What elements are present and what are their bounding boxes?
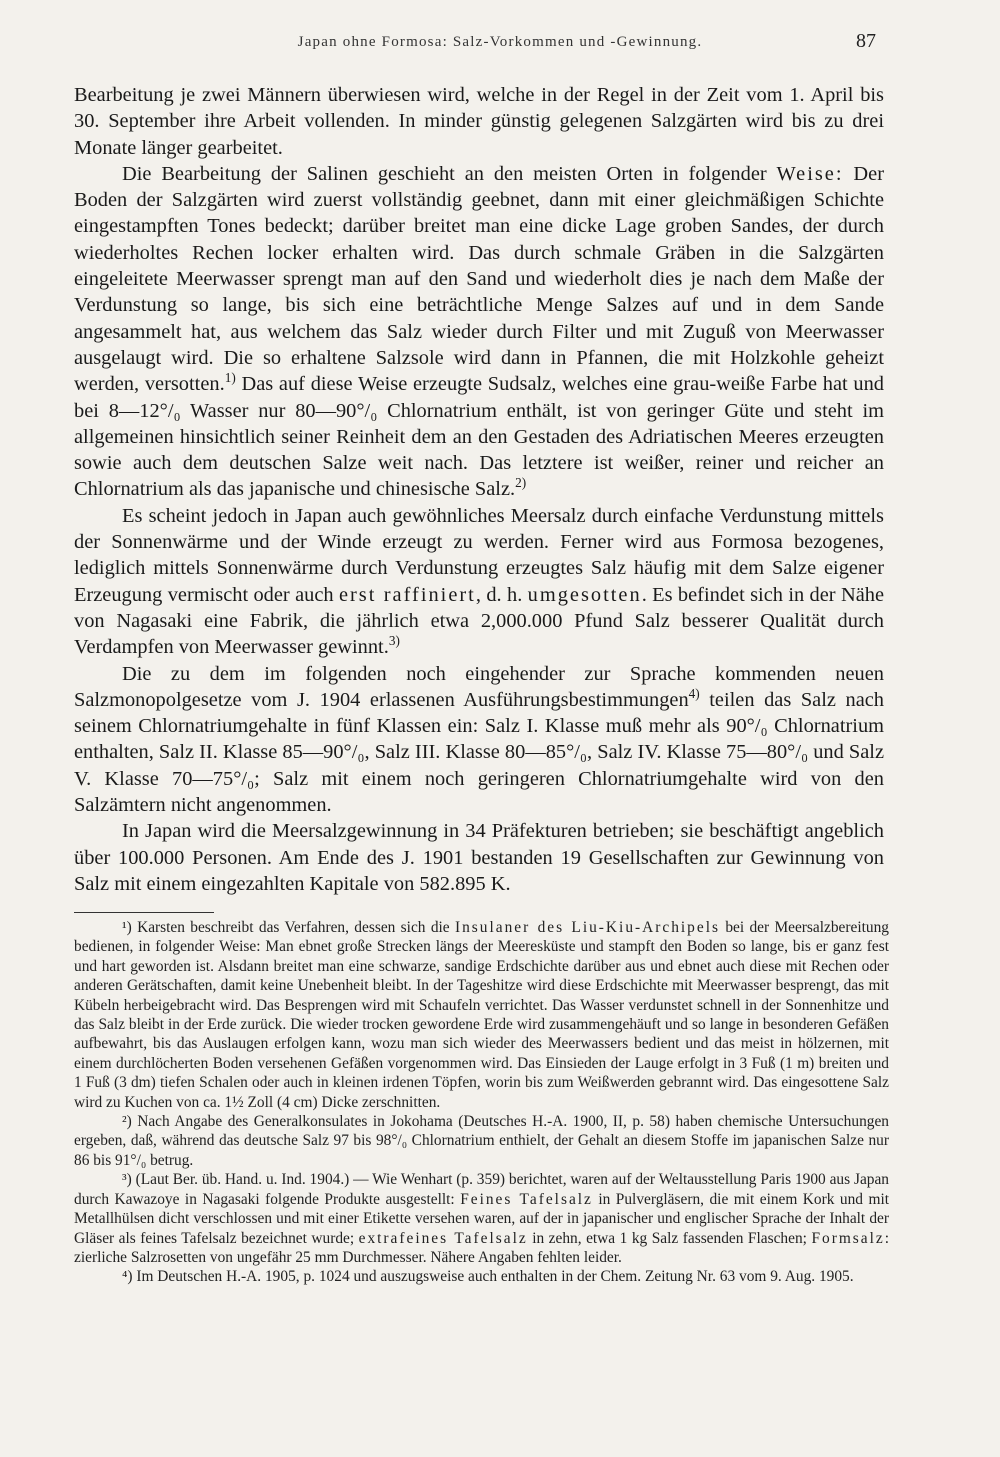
footnote-divider [74,912,214,913]
text-run: Es scheint jedoch in Japan auch gewöhnliches Meersalz durch einfache Verdunstung mittels der Sonnenwärme und der Winde erzeugt zu werden. Ferner wird aus Formosa bezogenes, lediglich mittels Sonnenwärme durch Verdunstung erzeugtes Salz häufig mit dem Salze eigener Erzeugung vermischt oder auch [74,504,884,606]
paragraph-klassen [74,661,884,819]
spaced-text: erst raffiniert [338,583,476,606]
text-run: ¹) Karsten beschreibt das Verfahren, dessen sich die [122,919,455,936]
footnote-ref-4: 4) [688,686,700,702]
footnotes [74,918,889,1287]
spaced-text: Insulaner des Liu-Kiu-Archipels [454,919,720,936]
text-run: in Pulvergläsern, die mit einem Kork und mit Metallhülsen dicht verschlossen und mit einer Etikette versehen waren, auf der in japanischer und englischer Sprache der Inhalt der Gläser als feines Tafelsalz bezeichnet wurde; [74,1190,889,1247]
footnote-2: ²) Nach Angabe des Generalkonsulates in Jokohama (Deutsches H.-A. 1900, II, p. 58) haben chemische Untersuchungen ergeben, daß, während das deutsche Salz 97 bis 98°/₀ Chlornatrium enthielt, der Gehalt an diesem Stoffe im japanischen Salze nur 86 bis 91°/₀ betrug. [74,1113,889,1169]
footnote-4: ⁴) Im Deutschen H.-A. 1905, p. 1024 und auszugsweise auch enthalten in der Chem. Zeitung Nr. 63 vom 9. Aug. 1905. [122,1268,854,1286]
paragraph-salinen [74,161,884,503]
page-number: 87 [856,30,876,52]
footnote-1 [74,918,889,1112]
text-run: bei der Meersalzbereitung bedienen, in folgender Weise: Man ebnet große Strecken längs der Meeresküste und stampft den Boden so lange, bis er ganz fest und hart geworden ist. Alsdann breitet man eine schwarze, sandige Erdschichte darüber aus und ebnet auch diese mit Rechen oder anderen Gerätschaften, damit keine Unebenheit bleibt. In der Tageshitze wird diese Erdschichte mit Meerwasser besprengt, das mit Kübeln herbeigebracht wird. Das Besprengen wird mit Schaufeln verrichtet. Das Wasser verdunstet schnell in der Sonnenhitze und das Salz bleibt in der Erde zurück. Die wieder trocken gewordene Erde wird zusammengehäuft und so lange in besonderen Gefäßen aufbewahrt, bis das Auslaugen erfolgen kann, wozu man sich wieder des Meerwassers bedient und das meist in hölzernen, mit einem durchlöcherten Boden versehenen Gefäßen vorgenommen wird. Das Einsieden der Lauge erfolgt in 3 Fuß (1 m) breiten und 1 Fuß (3 dm) tiefen Schalen oder auch in kleinen irdenen Töpfen, worin bis zum Weißwerden gebrannt wird. Das eingesottene Salz wird zu Kuchen von ca. 1½ Zoll (4 cm) Dicke zerschnitten. [74,919,889,1111]
text-run: , d. h. [475,583,528,606]
paragraph-continuation: Bearbeitung je zwei Männern überwiesen wird, welche in der Regel in der Zeit vom 1. April bis 30. September ihre Arbeit vollenden. In minder günstig gelegenen Salzgärten wird bis zu drei Monate länger gearbeitet. [74,84,884,159]
text-run: in zehn, etwa 1 kg Salz fassenden Flaschen; [527,1229,812,1247]
text-run: Die Bearbeitung der Salinen geschieht an den meisten Orten in folgender [122,162,777,185]
running-title: Japan ohne Formosa: Salz-Vorkommen und -Gewinnung. [297,34,703,50]
text-run: Das auf diese Weise erzeugte Sudsalz, welches eine grau-weiße Farbe hat und bei 8—12°/₀ Wasser nur 80—90°/₀ Chlornatrium enthält, ist von geringer Güte und steht im allgemeinen hinsichtlich seiner Reinheit dem an den Gestaden des Adriatischen Meeres erzeugten sowie auch dem deutschen Salze weit nach. Das letztere ist weißer, reiner und reicher an Chlornatrium als das japanische und chinesische Salz. [74,373,884,501]
footnote-ref-3: 3) [388,633,400,649]
text-run: teilen das Salz nach seinem Chlornatriumgehalte in fünf Klassen ein: Salz I. Klasse muß mehr als 90°/₀ Chlornatrium enthalten, Salz II. Klasse 85—90°/₀, Salz III. Klasse 80—85°/₀, Salz IV. Klasse 75—80°/₀ und Salz V. Klasse 70—75°/₀; Salz mit einem noch geringeren Chlornatriumgehalte wird von den Salzämtern nicht angenommen. [74,688,884,817]
text-run: : zierliche Salzrosetten von ungefähr 25 mm Durchmesser. Nähere Angaben fehlten leider. [74,1229,889,1266]
text-run: Die zu dem im folgenden noch eingehender zur Sprache kommenden neuen Salzmonopolgesetze vom J. 1904 erlassenen Ausführungsbestimmungen [74,662,884,711]
spaced-text: Weise: [776,162,844,185]
footnote-ref-1: 1) [224,370,236,386]
text-run: Der Boden der Salzgärten wird zuerst vollständig geebnet, dann mit einer gleichmäßigen Schichte eingestampften Tones bedeckt; darüber breitet man eine dicke Lage groben Sandes, der durch wiederholtes Rechen locker erhalten wird. Das durch schmale Gräben in die Salzgärten eingeleitete Meerwasser sprengt man auf den Sand und wiederholt dies je nach dem Maße der Verdunstung so lange, bis sich eine beträchtliche Menge Salzes auf und in dem Sande angesammelt hat, aus welchem das Salz wieder durch Filter und mit Zuguß von Meerwasser ausgelaugt wird. Die so erhaltene Salzsole wird dann in Pfannen, die mit Holzkohle geheizt werden, versotten. [74,162,884,396]
spaced-text: Formsalz [811,1229,885,1247]
text-run: ³) (Laut Ber. üb. Hand. u. Ind. 1904.) — Wie Wenhart (p. 359) berichtet, waren auf der Weltausstellung Paris 1900 aus Japan durch Kawazoye in Nagasaki folgende Produkte ausgestellt: [74,1171,890,1208]
paragraph-meersalz [74,503,884,661]
spaced-text: umgesotten [527,583,642,606]
spaced-text: Feines Tafelsalz [460,1190,593,1208]
main-text [74,82,884,897]
spaced-text: extrafeines Tafelsalz [358,1229,528,1247]
paragraph-praefekturen: In Japan wird die Meersalzgewinnung in 34 Präfekturen betrieben; sie beschäftigt angeblich über 100.000 Personen. Am Ende des J. 1901 bestanden 19 Gesellschaften zur Gewinnung von Salz mit einem eingezahlten Kapitale von 582.895 K. [74,820,884,895]
footnote-3 [74,1170,889,1267]
text-run: . Es befindet sich in der Nähe von Nagasaki eine Fabrik, die jährlich etwa 2,000.000 Pfund Salz besserer Qualität durch Verdampfen von Meerwasser gewinnt. [74,583,884,659]
footnote-ref-2: 2) [515,475,527,491]
